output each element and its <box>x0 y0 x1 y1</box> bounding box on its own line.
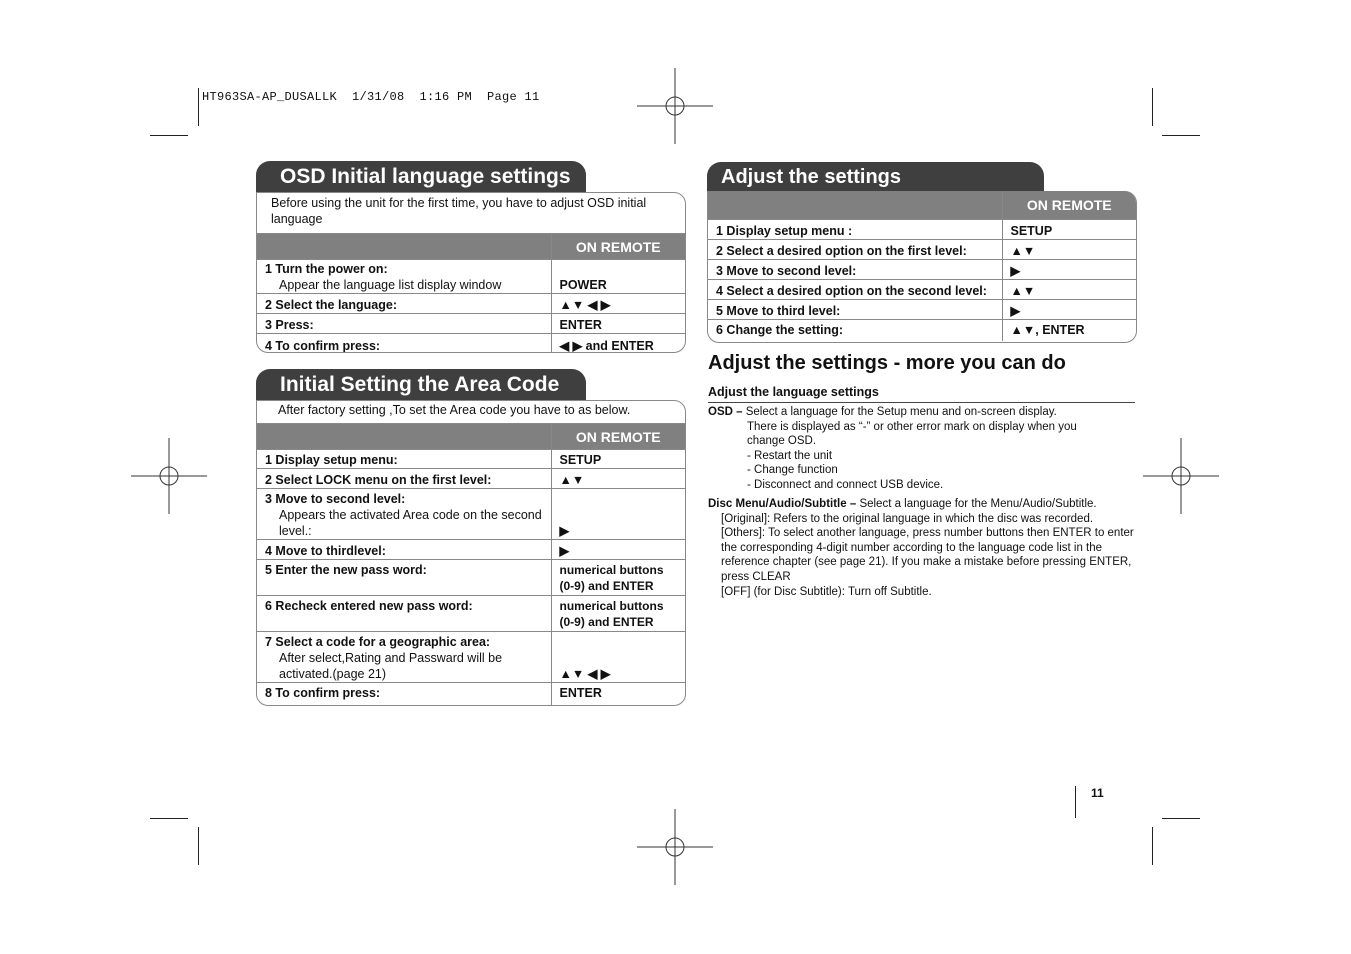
area-intro-text: After factory setting ,To set the Area code you have to as below. <box>278 403 631 417</box>
step-label: 4 Move to thirdlevel: <box>257 540 551 560</box>
adjust-steps-table <box>708 191 1136 341</box>
step-label: 6 Recheck entered new pass word: <box>257 596 551 632</box>
remote-key: ▲▼ ◀ ▶ <box>551 632 685 683</box>
table-row <box>708 239 1136 259</box>
osd-text: Select a language for the Setup menu and on-screen display. <box>745 406 1057 418</box>
crop-mark <box>150 818 188 819</box>
area-code-steps-table <box>257 423 685 706</box>
remote-key: ▲▼ ◀ ▶ <box>551 294 685 314</box>
remote-key: ▲▼ <box>1002 279 1136 299</box>
disc-option-others: [Others]: To select another language, press number buttons then ENTER to enter the corresponding 4-digit number according to the language code list in the reference chapter (see page 21). If you make a mistake before pressing ENTER, press CLEAR <box>721 527 1134 583</box>
remote-key: ▶ <box>1002 259 1136 279</box>
step-label: 2 Select a desired option on the first level: <box>708 239 1002 259</box>
disc-option-off: [OFF] (for Disc Subtitle): Turn off Subtitle. <box>721 585 932 598</box>
crop-mark <box>198 88 199 126</box>
step-label: 4 Select a desired option on the second level: <box>708 279 1002 299</box>
osd-item: - Restart the unit <box>747 449 833 462</box>
table-row <box>257 540 685 560</box>
remote-key: ▲▼ <box>551 469 685 489</box>
remote-key: POWER <box>551 260 685 294</box>
step-label: 1 Display setup menu : <box>708 219 1002 239</box>
crop-mark <box>1162 818 1200 819</box>
table-row <box>708 259 1136 279</box>
table-row <box>257 260 685 294</box>
remote-key: SETUP <box>1002 219 1136 239</box>
osd-label: OSD – <box>708 406 743 418</box>
crop-mark <box>1152 88 1153 126</box>
table-row <box>257 469 685 489</box>
table-row <box>708 299 1136 319</box>
crop-mark <box>198 827 199 865</box>
on-remote-header: ON REMOTE <box>551 234 685 260</box>
osd-item: - Disconnect and connect USB device. <box>747 478 944 491</box>
step-description: Appears the activated Area code on the second level.: <box>279 508 542 538</box>
step-label: 7 Select a code for a geographic area: <box>265 635 491 649</box>
remote-key: ▶ <box>551 489 685 540</box>
step-label: 2 Select LOCK menu on the first level: <box>257 469 551 489</box>
disc-label: Disc Menu/Audio/Subtitle – <box>708 498 857 510</box>
remote-key: numerical buttons (0-9) and ENTER <box>551 596 685 632</box>
step-label: 4 To confirm press: <box>257 334 551 354</box>
disc-menu-description <box>708 497 1138 599</box>
area-code-panel <box>256 400 686 706</box>
more-section-title: Adjust the settings - more you can do <box>708 352 1066 374</box>
registration-mark <box>1143 438 1219 514</box>
table-row <box>257 632 685 683</box>
table-row <box>257 560 685 596</box>
osd-intro-text: Before using the unit for the first time, you have to adjust OSD initial language <box>271 196 647 226</box>
table-row <box>257 334 685 354</box>
remote-key: ▶ <box>1002 299 1136 319</box>
crop-mark <box>150 135 188 136</box>
step-description: After select,Rating and Passward will be activated.(page 21) <box>279 651 503 681</box>
remote-key: ▲▼, ENTER <box>1002 319 1136 341</box>
table-header-row <box>708 191 1136 219</box>
adjust-settings-panel <box>707 191 1137 343</box>
step-label: 2 Select the language: <box>257 294 551 314</box>
language-settings-subheading: Adjust the language settings <box>708 385 1135 403</box>
table-row <box>257 683 685 707</box>
step-label: 1 Display setup menu: <box>257 450 551 469</box>
osd-steps-table <box>257 233 685 353</box>
remote-key: ENTER <box>551 683 685 707</box>
remote-key: ▶ <box>551 540 685 560</box>
step-label: 5 Enter the new pass word: <box>257 560 551 596</box>
table-row <box>708 319 1136 341</box>
page-number: 11 <box>1091 786 1104 800</box>
remote-key: numerical buttons (0-9) and ENTER <box>551 560 685 596</box>
disc-option-original: [Original]: Refers to the original language in which the disc was recorded. <box>721 512 1094 525</box>
on-remote-header: ON REMOTE <box>551 424 685 450</box>
osd-section-title: OSD Initial language settings <box>256 161 586 193</box>
remote-key: ENTER <box>551 314 685 334</box>
table-row <box>708 279 1136 299</box>
remote-key: ▲▼ <box>1002 239 1136 259</box>
step-label: 1 Turn the power on: <box>265 262 388 276</box>
page-number-rule <box>1075 786 1076 818</box>
registration-mark <box>131 438 207 514</box>
step-label: 3 Press: <box>257 314 551 334</box>
remote-key: SETUP <box>551 450 685 469</box>
adjust-section-title: Adjust the settings <box>707 162 1044 192</box>
remote-key: ◀ ▶ and ENTER <box>551 334 685 354</box>
on-remote-header: ON REMOTE <box>1002 191 1136 219</box>
table-row <box>708 219 1136 239</box>
table-row <box>257 450 685 469</box>
step-description: Appear the language list display window <box>279 278 502 292</box>
table-row <box>257 294 685 314</box>
osd-description <box>708 405 1138 493</box>
table-header-row <box>257 424 685 450</box>
crop-mark <box>1162 135 1200 136</box>
table-row <box>257 596 685 632</box>
disc-text: Select a language for the Menu/Audio/Subtitle. <box>859 498 1097 510</box>
crop-mark <box>1152 827 1153 865</box>
step-label: 6 Change the setting: <box>708 319 1002 341</box>
osd-note: There is displayed as “-” or other error mark on display when you change OSD. <box>747 420 1077 448</box>
table-header-row <box>257 234 685 260</box>
print-header: HT963SA-AP_DUSALLK 1/31/08 1:16 PM Page 11 <box>202 90 540 104</box>
registration-mark <box>637 809 713 885</box>
table-row <box>257 314 685 334</box>
area-code-section-title: Initial Setting the Area Code <box>256 369 586 401</box>
table-row <box>257 489 685 540</box>
step-label: 5 Move to third level: <box>708 299 1002 319</box>
step-label: 3 Move to second level: <box>265 492 406 506</box>
osd-item: - Change function <box>747 464 838 477</box>
step-label: 3 Move to second level: <box>708 259 1002 279</box>
osd-settings-panel <box>256 192 686 353</box>
step-label: 8 To confirm press: <box>257 683 551 707</box>
registration-mark <box>637 68 713 144</box>
